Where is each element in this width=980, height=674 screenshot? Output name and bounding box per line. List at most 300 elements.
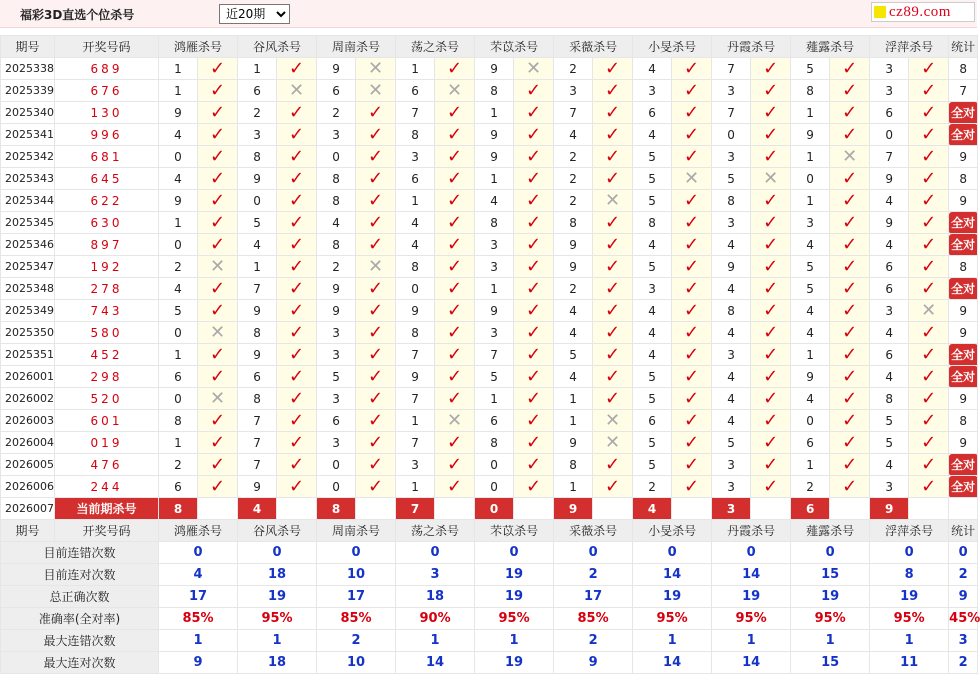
- stats-value: 15: [791, 564, 870, 586]
- stats-value: 9: [554, 652, 633, 674]
- table-row: [1, 102, 978, 124]
- stats-value: 14: [712, 564, 791, 586]
- check-icon: ✓: [198, 102, 238, 124]
- kill-number-cell: 3: [870, 300, 909, 322]
- check-icon: ✓: [672, 300, 712, 322]
- kill-number-cell: 4: [475, 190, 514, 212]
- stats-value: 17: [159, 586, 238, 608]
- kill-number-cell: 8: [396, 124, 435, 146]
- check-icon: ✓: [435, 476, 475, 498]
- check-icon: ✓: [435, 322, 475, 344]
- column-header: 期号: [1, 36, 55, 58]
- stats-value: 19: [238, 586, 317, 608]
- header-row: [1, 36, 978, 58]
- kill-number-cell: 3: [870, 80, 909, 102]
- table-row: [1, 146, 978, 168]
- check-icon: ✓: [751, 366, 791, 388]
- stat-cell: 9: [949, 300, 978, 322]
- check-icon: ✓: [514, 432, 554, 454]
- kill-number-cell: 6: [870, 278, 909, 300]
- stats-value: 0: [791, 542, 870, 564]
- stat-cell: 8: [949, 58, 978, 80]
- kill-number-cell: 7: [238, 432, 277, 454]
- check-icon: ✓: [514, 410, 554, 432]
- stats-value: 19: [475, 586, 554, 608]
- check-icon: ✓: [909, 432, 949, 454]
- check-icon: ✓: [593, 102, 633, 124]
- current-kill-number: 7: [396, 498, 435, 520]
- table-row: [1, 322, 978, 344]
- check-icon: ✓: [593, 366, 633, 388]
- check-icon: ✓: [277, 344, 317, 366]
- kill-number-cell: 0: [475, 476, 514, 498]
- stats-value: 85%: [554, 608, 633, 630]
- check-icon: ✓: [909, 168, 949, 190]
- check-icon: ✓: [909, 410, 949, 432]
- check-icon: ✓: [830, 300, 870, 322]
- kill-number-cell: 0: [317, 454, 356, 476]
- check-icon: ✓: [672, 102, 712, 124]
- stats-value: 8: [870, 564, 949, 586]
- kill-number-cell: 5: [712, 168, 751, 190]
- kill-number-cell: 7: [712, 102, 751, 124]
- column-header: 周南杀号: [317, 520, 396, 542]
- kill-number-cell: 4: [633, 58, 672, 80]
- kill-number-cell: 3: [633, 278, 672, 300]
- check-icon: ✓: [514, 322, 554, 344]
- table-row: [1, 476, 978, 498]
- kill-number-cell: 4: [712, 366, 751, 388]
- check-icon: ✓: [672, 212, 712, 234]
- stats-value: 95%: [870, 608, 949, 630]
- kill-number-cell: 9: [396, 300, 435, 322]
- check-icon: ✓: [672, 58, 712, 80]
- check-icon: ✓: [909, 256, 949, 278]
- check-icon: ✓: [751, 102, 791, 124]
- check-icon: ✓: [672, 80, 712, 102]
- stats-value: 18: [396, 586, 475, 608]
- column-header: 小旻杀号: [633, 36, 712, 58]
- kill-number-cell: 3: [712, 454, 751, 476]
- current-kill-blank: [435, 498, 475, 520]
- kill-number-cell: 1: [791, 146, 830, 168]
- kill-number-cell: 1: [159, 432, 198, 454]
- issue-cell: 2025347: [1, 256, 55, 278]
- current-kill-number: 8: [317, 498, 356, 520]
- column-header: 荡之杀号: [396, 36, 475, 58]
- check-icon: ✓: [672, 344, 712, 366]
- stats-value: 19: [870, 586, 949, 608]
- check-icon: ✓: [830, 410, 870, 432]
- kill-number-cell: 4: [554, 322, 593, 344]
- kill-number-cell: 9: [396, 366, 435, 388]
- column-header: 鸿雁杀号: [159, 520, 238, 542]
- stats-value: 3: [949, 630, 978, 652]
- page-title: 福彩3D直选个位杀号: [20, 8, 135, 22]
- kill-number-cell: 3: [712, 476, 751, 498]
- kill-number-cell: 6: [317, 80, 356, 102]
- kill-number-cell: 3: [554, 80, 593, 102]
- check-icon: ✓: [277, 300, 317, 322]
- stats-value: 0: [554, 542, 633, 564]
- stats-value: 95%: [633, 608, 712, 630]
- kill-number-cell: 8: [712, 190, 751, 212]
- kill-number-cell: 8: [238, 146, 277, 168]
- check-icon: ✓: [672, 454, 712, 476]
- kill-number-cell: 9: [159, 190, 198, 212]
- kill-number-cell: 4: [633, 234, 672, 256]
- check-icon: ✓: [277, 212, 317, 234]
- current-kill-number: 0: [475, 498, 514, 520]
- issue-cell: 2025350: [1, 322, 55, 344]
- stats-value: 10: [317, 564, 396, 586]
- cross-icon: ✕: [751, 168, 791, 190]
- kill-number-cell: 4: [396, 234, 435, 256]
- table-row: [1, 256, 978, 278]
- cross-icon: ✕: [356, 256, 396, 278]
- stats-label: 目前连对次数: [1, 564, 159, 586]
- table-row: [1, 454, 978, 476]
- kill-number-cell: 1: [238, 58, 277, 80]
- check-icon: ✓: [672, 366, 712, 388]
- check-icon: ✓: [751, 344, 791, 366]
- check-icon: ✓: [435, 124, 475, 146]
- kill-number-cell: 4: [870, 366, 909, 388]
- cross-icon: ✕: [198, 322, 238, 344]
- cross-icon: ✕: [830, 146, 870, 168]
- check-icon: ✓: [277, 124, 317, 146]
- check-icon: ✓: [435, 388, 475, 410]
- check-icon: ✓: [830, 190, 870, 212]
- check-icon: ✓: [593, 146, 633, 168]
- stats-value: 0: [238, 542, 317, 564]
- draw-number-cell: 520: [55, 388, 159, 410]
- kill-number-cell: 5: [317, 366, 356, 388]
- kill-number-cell: 9: [554, 256, 593, 278]
- stat-cell: 7: [949, 80, 978, 102]
- kill-number-cell: 4: [712, 278, 751, 300]
- kill-number-cell: 6: [238, 80, 277, 102]
- column-header: 浮萍杀号: [870, 36, 949, 58]
- stats-row: [1, 564, 978, 586]
- current-kill-number: 8: [159, 498, 198, 520]
- check-icon: ✓: [198, 80, 238, 102]
- stats-value: 0: [159, 542, 238, 564]
- kill-number-cell: 6: [238, 366, 277, 388]
- kill-number-cell: 4: [791, 322, 830, 344]
- kill-number-cell: 9: [317, 58, 356, 80]
- check-icon: ✓: [514, 190, 554, 212]
- check-icon: ✓: [672, 410, 712, 432]
- stat-cell: 全对: [949, 366, 978, 388]
- kill-number-cell: 8: [554, 212, 593, 234]
- check-icon: ✓: [830, 278, 870, 300]
- stats-label: 最大连错次数: [1, 630, 159, 652]
- check-icon: ✓: [593, 322, 633, 344]
- stats-value: 1: [633, 630, 712, 652]
- draw-number-cell: 681: [55, 146, 159, 168]
- check-icon: ✓: [435, 256, 475, 278]
- check-icon: ✓: [830, 344, 870, 366]
- kill-number-cell: 6: [317, 410, 356, 432]
- check-icon: ✓: [672, 388, 712, 410]
- stats-value: 85%: [317, 608, 396, 630]
- stats-row: [1, 652, 978, 674]
- check-icon: ✓: [751, 58, 791, 80]
- check-icon: ✓: [909, 366, 949, 388]
- stats-value: 18: [238, 652, 317, 674]
- kill-number-cell: 8: [238, 322, 277, 344]
- check-icon: ✓: [198, 278, 238, 300]
- check-icon: ✓: [514, 366, 554, 388]
- kill-number-cell: 1: [396, 58, 435, 80]
- check-icon: ✓: [909, 454, 949, 476]
- stat-cell: 8: [949, 168, 978, 190]
- stats-value: 2: [317, 630, 396, 652]
- stats-label: 最大连对次数: [1, 652, 159, 674]
- current-kill-number: 6: [791, 498, 830, 520]
- kill-number-cell: 7: [475, 344, 514, 366]
- kill-number-cell: 8: [791, 80, 830, 102]
- logo-text: cz89.com: [889, 3, 951, 20]
- check-icon: ✓: [514, 454, 554, 476]
- column-header: 采薇杀号: [554, 520, 633, 542]
- current-kill-number: 3: [712, 498, 751, 520]
- stats-value: 17: [554, 586, 633, 608]
- kill-number-cell: 7: [712, 58, 751, 80]
- stats-value: 15: [791, 652, 870, 674]
- cross-icon: ✕: [277, 80, 317, 102]
- kill-number-cell: 1: [238, 256, 277, 278]
- check-icon: ✓: [514, 300, 554, 322]
- stat-cell: 8: [949, 256, 978, 278]
- cross-icon: ✕: [198, 256, 238, 278]
- check-icon: ✓: [277, 476, 317, 498]
- kill-number-cell: 5: [633, 146, 672, 168]
- stat-cell: 9: [949, 146, 978, 168]
- kill-number-cell: 8: [712, 300, 751, 322]
- check-icon: ✓: [909, 58, 949, 80]
- kill-number-cell: 1: [159, 344, 198, 366]
- check-icon: ✓: [198, 410, 238, 432]
- check-icon: ✓: [435, 366, 475, 388]
- site-logo[interactable]: [871, 2, 975, 22]
- column-header: 开奖号码: [55, 520, 159, 542]
- stats-value: 19: [475, 564, 554, 586]
- kill-number-cell: 5: [791, 58, 830, 80]
- kill-number-cell: 9: [475, 300, 514, 322]
- kill-number-cell: 0: [159, 388, 198, 410]
- stat-cell: 9: [949, 190, 978, 212]
- check-icon: ✓: [277, 322, 317, 344]
- kill-number-cell: 8: [159, 410, 198, 432]
- check-icon: ✓: [356, 322, 396, 344]
- kill-number-cell: 3: [633, 80, 672, 102]
- current-kill-blank: [909, 498, 949, 520]
- check-icon: ✓: [356, 168, 396, 190]
- kill-number-cell: 4: [238, 234, 277, 256]
- check-icon: ✓: [593, 212, 633, 234]
- kill-number-cell: 1: [475, 168, 514, 190]
- kill-number-cell: 6: [475, 410, 514, 432]
- issue-cell: 2025349: [1, 300, 55, 322]
- kill-number-cell: 4: [159, 124, 198, 146]
- kill-number-cell: 8: [317, 190, 356, 212]
- column-header: 小旻杀号: [633, 520, 712, 542]
- column-header: 薤露杀号: [791, 520, 870, 542]
- current-kill-blank: [198, 498, 238, 520]
- check-icon: ✓: [751, 322, 791, 344]
- check-icon: ✓: [593, 58, 633, 80]
- check-icon: ✓: [672, 432, 712, 454]
- kill-number-cell: 1: [791, 454, 830, 476]
- check-icon: ✓: [672, 278, 712, 300]
- period-select[interactable]: [219, 4, 290, 24]
- check-icon: ✓: [514, 80, 554, 102]
- kill-number-cell: 7: [396, 344, 435, 366]
- kill-number-cell: 3: [396, 454, 435, 476]
- check-icon: ✓: [751, 124, 791, 146]
- check-icon: ✓: [356, 102, 396, 124]
- kill-number-cell: 5: [633, 190, 672, 212]
- table-row: [1, 300, 978, 322]
- kill-number-cell: 4: [633, 344, 672, 366]
- kill-number-cell: 6: [633, 102, 672, 124]
- kill-number-cell: 2: [159, 256, 198, 278]
- column-header: 期号: [1, 520, 55, 542]
- check-icon: ✓: [830, 388, 870, 410]
- stats-value: 4: [159, 564, 238, 586]
- kill-number-cell: 5: [712, 432, 751, 454]
- stats-value: 18: [238, 564, 317, 586]
- kill-number-cell: 1: [554, 410, 593, 432]
- check-icon: ✓: [198, 168, 238, 190]
- stats-value: 0: [712, 542, 791, 564]
- check-icon: ✓: [356, 278, 396, 300]
- check-icon: ✓: [435, 300, 475, 322]
- stats-value: 1: [159, 630, 238, 652]
- kill-number-cell: 2: [554, 190, 593, 212]
- kill-number-cell: 3: [475, 322, 514, 344]
- current-kill-number: 4: [238, 498, 277, 520]
- check-icon: ✓: [435, 168, 475, 190]
- issue-cell: 2026004: [1, 432, 55, 454]
- check-icon: ✓: [751, 190, 791, 212]
- check-icon: ✓: [435, 190, 475, 212]
- stats-label: 准确率(全对率): [1, 608, 159, 630]
- kill-number-cell: 6: [870, 256, 909, 278]
- stats-value: 95%: [791, 608, 870, 630]
- stats-value: 14: [712, 652, 791, 674]
- kill-number-cell: 1: [396, 410, 435, 432]
- kill-number-cell: 7: [396, 432, 435, 454]
- check-icon: ✓: [593, 476, 633, 498]
- column-header: 谷风杀号: [238, 520, 317, 542]
- column-header: 谷风杀号: [238, 36, 317, 58]
- kill-number-cell: 5: [238, 212, 277, 234]
- stats-value: 14: [633, 564, 712, 586]
- kill-number-cell: 9: [238, 168, 277, 190]
- check-icon: ✓: [198, 58, 238, 80]
- check-icon: ✓: [356, 344, 396, 366]
- stats-value: 95%: [712, 608, 791, 630]
- check-icon: ✓: [356, 146, 396, 168]
- check-icon: ✓: [830, 454, 870, 476]
- kill-number-cell: 4: [712, 388, 751, 410]
- column-header: 丹霞杀号: [712, 520, 791, 542]
- kill-number-cell: 4: [159, 168, 198, 190]
- current-kill-blank: [356, 498, 396, 520]
- kill-number-cell: 8: [317, 234, 356, 256]
- kill-number-cell: 1: [159, 58, 198, 80]
- stats-value: 85%: [159, 608, 238, 630]
- cross-icon: ✕: [909, 300, 949, 322]
- check-icon: ✓: [830, 234, 870, 256]
- stats-value: 0: [633, 542, 712, 564]
- check-icon: ✓: [198, 146, 238, 168]
- current-stat-blank: [949, 498, 978, 520]
- current-period-row: [1, 498, 978, 520]
- current-kill-label: 当前期杀号: [55, 498, 159, 520]
- check-icon: ✓: [672, 476, 712, 498]
- kill-number-cell: 7: [238, 410, 277, 432]
- stat-cell: 全对: [949, 344, 978, 366]
- issue-cell: 2025346: [1, 234, 55, 256]
- kill-number-cell: 8: [554, 454, 593, 476]
- check-icon: ✓: [514, 344, 554, 366]
- check-icon: ✓: [277, 432, 317, 454]
- kill-number-cell: 2: [554, 278, 593, 300]
- check-icon: ✓: [198, 344, 238, 366]
- check-icon: ✓: [751, 432, 791, 454]
- column-header: 荡之杀号: [396, 520, 475, 542]
- kill-number-cell: 4: [870, 454, 909, 476]
- kill-number-cell: 9: [238, 344, 277, 366]
- kill-number-cell: 8: [396, 256, 435, 278]
- kill-number-cell: 0: [238, 190, 277, 212]
- cross-icon: ✕: [593, 190, 633, 212]
- check-icon: ✓: [356, 212, 396, 234]
- kill-number-cell: 4: [633, 300, 672, 322]
- draw-number-cell: 244: [55, 476, 159, 498]
- check-icon: ✓: [830, 476, 870, 498]
- kill-number-cell: 0: [712, 124, 751, 146]
- kill-number-cell: 1: [554, 388, 593, 410]
- stats-row: [1, 608, 978, 630]
- check-icon: ✓: [514, 146, 554, 168]
- kill-number-cell: 0: [159, 322, 198, 344]
- draw-number-cell: 622: [55, 190, 159, 212]
- stat-cell: 全对: [949, 234, 978, 256]
- kill-number-cell: 9: [317, 278, 356, 300]
- stats-value: 1: [238, 630, 317, 652]
- kill-number-cell: 4: [633, 124, 672, 146]
- kill-number-cell: 9: [475, 146, 514, 168]
- kill-number-cell: 5: [633, 256, 672, 278]
- issue-cell: 2025343: [1, 168, 55, 190]
- kill-number-cell: 5: [633, 454, 672, 476]
- check-icon: ✓: [830, 322, 870, 344]
- check-icon: ✓: [356, 366, 396, 388]
- kill-number-cell: 5: [475, 366, 514, 388]
- table-row: [1, 234, 978, 256]
- kill-number-cell: 3: [475, 234, 514, 256]
- check-icon: ✓: [830, 366, 870, 388]
- kill-number-cell: 5: [554, 344, 593, 366]
- check-icon: ✓: [435, 454, 475, 476]
- check-icon: ✓: [198, 234, 238, 256]
- check-icon: ✓: [909, 344, 949, 366]
